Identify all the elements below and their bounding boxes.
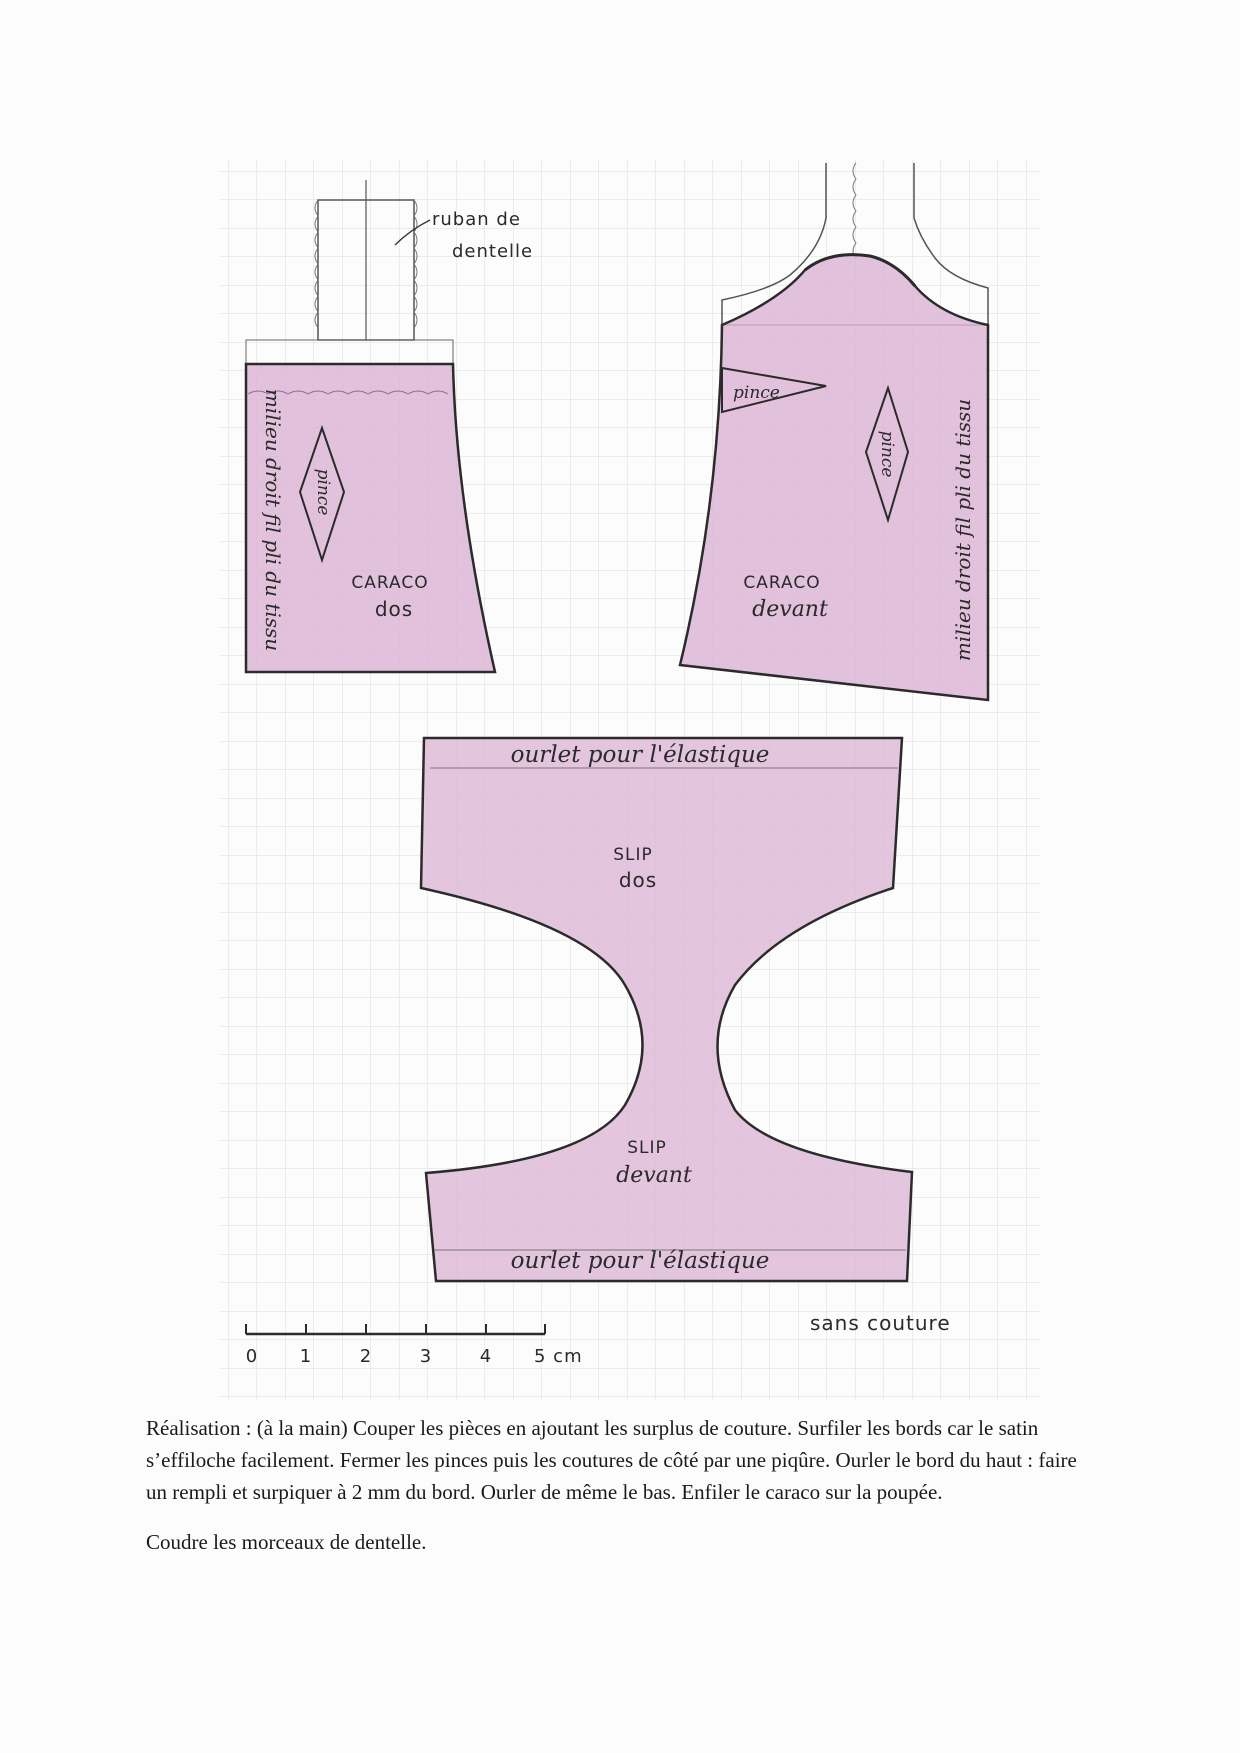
caraco-dos-subtitle: dos <box>374 597 414 621</box>
seam-note: sans couture <box>810 1311 951 1335</box>
instructions-paragraph-2: Coudre les morceaux de dentelle. <box>146 1530 427 1554</box>
caraco-devant-grain-label: milieu droit fil pli du tissu <box>951 398 975 662</box>
lace-label-line-1: ruban de <box>432 209 521 230</box>
slip-devant-title: SLIP <box>627 1138 667 1158</box>
caraco-devant-side-dart-label: pince <box>733 383 780 403</box>
instructions-paragraph-1: Réalisation : (à la main) Couper les pièces en ajoutant les surplus de couture. Surfiler les bords car le satin s’effiloche facilement. Fermer les pinces puis les coutures de côté par une piqûre. Ourler le bord du haut : faire un rempli et surpiquer à 2 mm du bord. Ourler de même le bas. Enfiler le caraco sur la poupée. <box>146 1416 1077 1504</box>
scale-tick-label: 2 <box>359 1346 373 1367</box>
scale-tick-label: 1 <box>299 1346 313 1367</box>
slip-dos-subtitle: dos <box>618 868 658 892</box>
caraco-dos-dart-label: pince <box>313 468 333 516</box>
instructions-text <box>146 1412 1096 1576</box>
scale-tick-label: 5 cm <box>534 1346 583 1367</box>
scale-tick-label: 0 <box>245 1346 259 1367</box>
slip-devant-subtitle: devant <box>616 1163 692 1188</box>
caraco-dos-grain-label: milieu droit fil pli du tissu <box>261 388 285 652</box>
slip-devant-hem-label: ourlet pour l'élastique <box>510 1248 770 1274</box>
scale-tick-label: 3 <box>419 1346 433 1367</box>
lace-label-line-2: dentelle <box>452 241 534 262</box>
caraco-devant-subtitle: devant <box>752 597 828 622</box>
scale-tick-label: 4 <box>479 1346 493 1367</box>
caraco-dos-title: CARACO <box>351 573 429 593</box>
caraco-devant-title: CARACO <box>743 573 821 593</box>
caraco-devant-dart-label: pince <box>877 430 897 478</box>
slip-dos-hem-label: ourlet pour l'élastique <box>510 742 770 768</box>
slip-dos-title: SLIP <box>613 845 653 865</box>
